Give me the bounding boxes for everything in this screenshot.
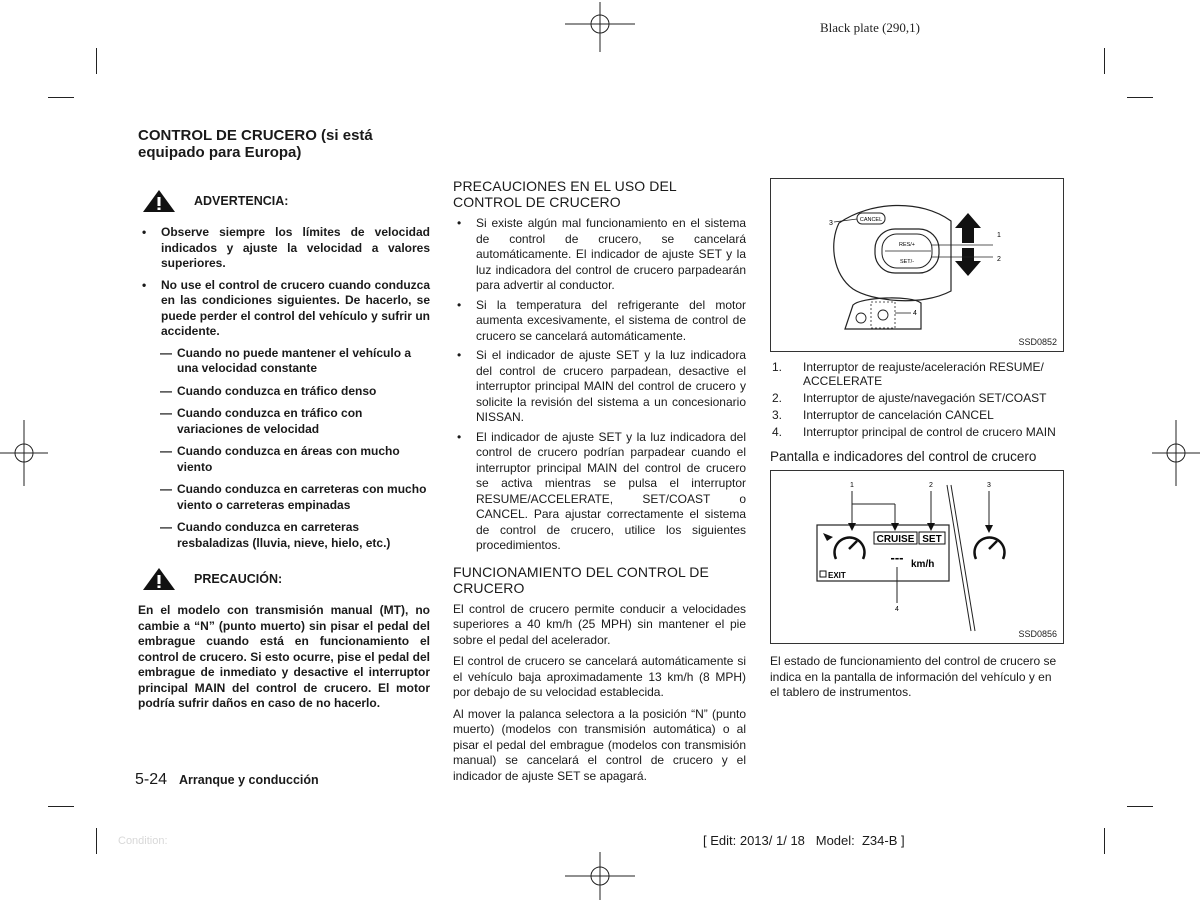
paragraph: Al mover la palanca selectora a la posición “N” (punto muerto) (modelos con transmisión automática) o al pisar el pedal del embrague (modelos con transmisión manual) se cancelará el control de crucero y el indicador de ajuste SET se apagará. [453,706,746,783]
callout-4: 4 [913,310,917,317]
crop-mark [1127,97,1153,98]
subheading: Pantalla e indicadores del control de crucero [770,449,1037,464]
caution-text: En el modelo con transmisión manual (MT), no cambie a “N” (punto muerto) sin pisar el pedal del embrague cuando está en funcionamiento el control de crucero. Si esto ocurre, pise el pedal del embrague de inmediato y desactive el interruptor principal MAIN del control de crucero. El motor podría sufrir daños en caso de no hacerlo. [138,603,430,710]
list-item: • Si el indicador de ajuste SET y la luz indicadora del control de crucero parpadean, desactive el interruptor principal MAIN del control de crucero y solicite la revisión del sistema a un concesionario NISSAN. [453,348,746,426]
list-item: 1. Interruptor de reajuste/aceleración RESUME/ ACCELERATE [772,360,1044,388]
list-item: 4. Interruptor principal de control de crucero MAIN [772,425,1056,439]
exit-label: EXIT [828,571,846,580]
set-indicator: SET [922,534,942,545]
paragraph: El estado de funcionamiento del control de crucero se indica en la pantalla de información del vehículo y en el tablero de instrumentos. [770,654,1057,699]
list-item: — Cuando conduzca en tráfico con variaciones de velocidad [138,406,430,437]
paragraph: El control de crucero permite conducir a velocidades superiores a 40 km/h (25 MPH) sin mantener el pie sobre el pedal del acelerador. [453,601,746,647]
crop-mark [1127,806,1153,807]
switch-list [770,360,1064,439]
cancel-switch-label: CANCEL [859,217,883,223]
list-item: • Si existe algún mal funcionamiento en el sistema de control de crucero, se cancelará automáticamente. El indicador de ajuste SET y la luz indicadora del control de crucero parpadearán para advertir al conductor. [453,216,746,294]
figures-column [770,178,1064,707]
list-item: • Si la temperatura del refrigerante del motor aumenta excesivamente, el sistema de control de crucero se cancelará automáticamente. [453,298,746,345]
page-footer [135,771,319,789]
section-heading: FUNCIONAMIENTO DEL CONTROL DE CRUCERO [453,563,709,596]
crop-mark [1104,828,1105,854]
crop-mark [48,97,74,98]
list-item: • El indicador de ajuste SET y la luz indicadora del control de crucero podrían parpadear cuando el interruptor principal MAIN del control de crucero se activa mientras se pulsa el interruptor RESUME/ACCELERATE, SET/COAST o CANCEL. Para ajustar correctamente el sistema de control de crucero, utilice los siguientes procedimientos. [453,430,746,554]
registration-target-icon [1152,420,1200,486]
warning-list [138,225,430,340]
caution-label: PRECAUCIÓN: [194,572,283,586]
speed-readout: --- [890,550,904,565]
callout-2: 2 [997,256,1001,263]
warning-column [138,127,430,712]
display-diagram [771,471,1063,643]
set-switch-label: SET/- [899,259,915,265]
callout-2: 2 [929,482,933,489]
cruise-indicator: CRUISE [876,534,915,545]
list-item: — Cuando conduzca en tráfico denso [138,384,430,400]
condition-list [138,346,430,552]
callout-3: 3 [829,220,833,227]
list-item: • Observe siempre los límites de velocidad indicados y ajuste la velocidad a valores superiores. [138,225,430,272]
section-heading: PRECAUCIONES EN EL USO DEL CONTROL DE CRUCERO [453,178,677,210]
crop-mark [96,48,97,74]
registration-target-icon [565,852,635,900]
list-item: — Cuando conduzca en carreteras resbaladizas (lluvia, nieve, hielo, etc.) [138,520,430,551]
speed-unit: km/h [911,559,935,570]
warning-label: ADVERTENCIA: [194,194,289,208]
edit-info: [ Edit: 2013/ 1/ 18 Model: Z34-B ] [703,833,905,848]
crop-mark [1104,48,1105,74]
paragraph: El control de crucero se cancelará automáticamente si el vehículo baja aproximadamente 13 km/h (8 MPH) por debajo de su velocidad establecida. [453,654,746,699]
steering-switch-diagram [771,179,1063,351]
list-item: — Cuando conduzca en áreas con mucho viento [138,444,430,475]
list-item: 2. Interruptor de ajuste/navegación SET/COAST [772,391,1047,405]
list-item: 3. Interruptor de cancelación CANCEL [772,408,994,422]
list-item: — Cuando conduzca en carreteras con mucho viento o carreteras empinadas [138,482,430,513]
steering-switch-figure [770,178,1064,352]
display-indicators-figure [770,470,1064,644]
section-name: Arranque y conducción [179,773,319,787]
callout-1: 1 [997,232,1001,239]
resume-switch-label: RES/+ [898,242,916,248]
callout-1: 1 [850,482,854,489]
page-title: CONTROL DE CRUCERO (si está equipado para Europa) [138,127,373,161]
condition-label: Condition: [118,835,168,847]
plate-label: Black plate (290,1) [820,20,920,35]
warning-triangle-icon [142,189,176,213]
warning-heading [142,189,430,213]
registration-target-icon [565,2,635,52]
caution-heading [142,567,430,591]
list-item: • No use el control de crucero cuando conduzca en las condiciones siguientes. De hacerlo, se puede perder el control del vehículo y sufrir un accidente. [138,278,430,340]
crop-mark [96,828,97,854]
warning-triangle-icon [142,567,176,591]
callout-3: 4 [895,606,899,613]
list-item: — Cuando no puede mantener el vehículo a una velocidad constante [138,346,430,377]
figure-code: SSD0856 [1018,629,1057,639]
figure-code: SSD0852 [1018,337,1057,347]
precautions-column [453,178,746,790]
precaution-list [453,216,746,554]
callout-4: 3 [987,482,991,489]
page-number: 5-24 [135,771,168,788]
registration-target-icon [0,420,48,486]
crop-mark [48,806,74,807]
